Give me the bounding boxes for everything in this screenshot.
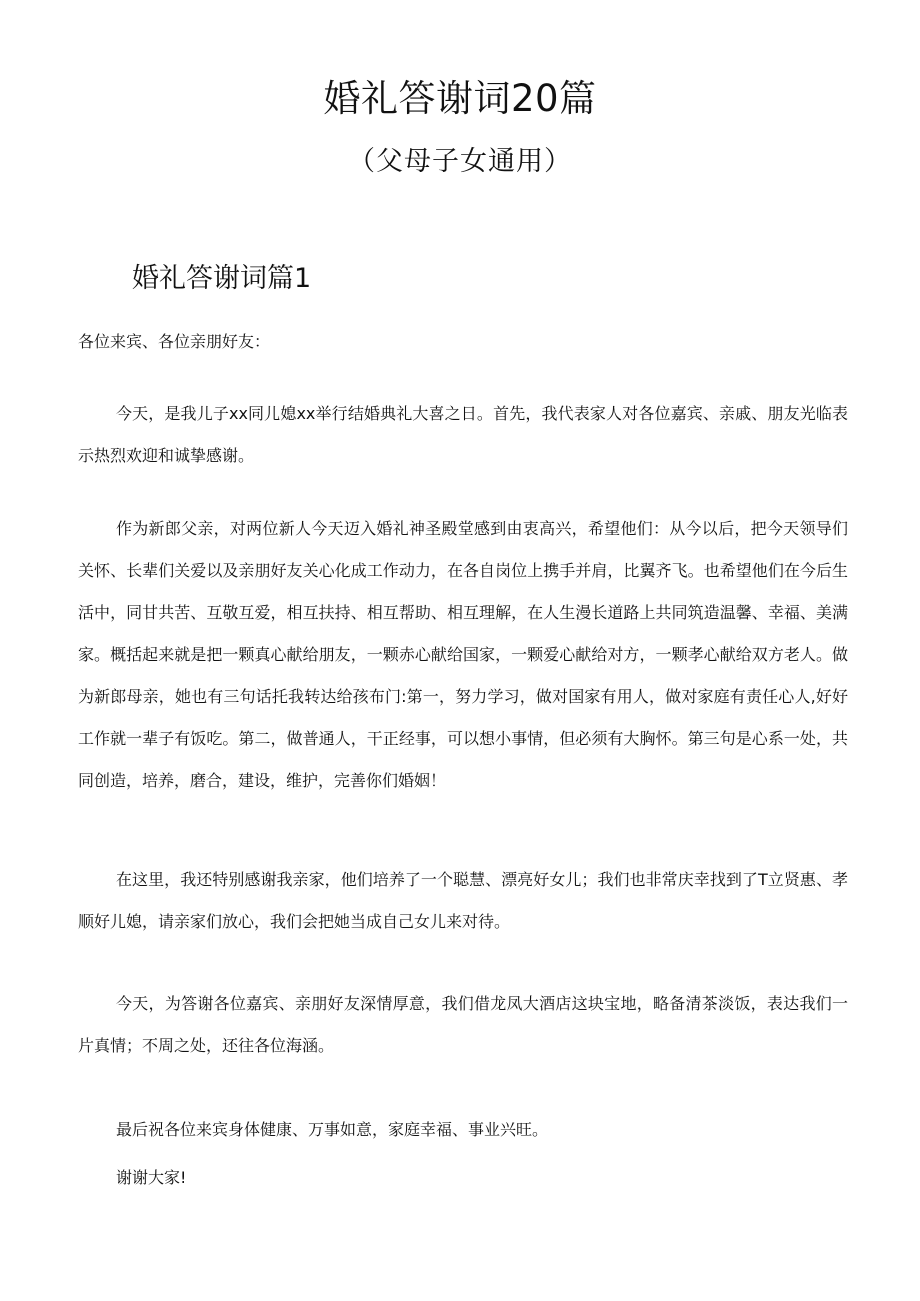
paragraph-2: 作为新郎父亲，对两位新人今天迈入婚礼神圣殿堂感到由衷高兴，希望他们：从今以后，把今天领导们关怀、长辈们关爱以及亲朋好友关心化成工作动力，在各自岗位上携手并肩，比翼齐飞。也希望他们在今后生活中，同甘共苦、互敬互爱，相互扶持、相互帮助、相互理解，在人生漫长道路上共同筑造温馨、幸福、美满家。概括起来就是把一颗真心献给朋友，一颗赤心献给国家，一颗爱心献给对方，一颗孝心献给双方老人。做为新郎母亲，她也有三句话托我转达给孩布门:第一，努力学习，做对国家有用人，做对家庭有责任心人,好好工作就一辈子有饭吃。第二，做普通人，干正经事，可以想小事情，但必须有大胸怀。第三句是心系一处，共同创造，培养，磨合，建设，维护，完善你们婚姻！ [78, 519, 848, 790]
section-heading: 婚礼答谢词篇1 [132, 263, 312, 294]
paragraph-1: 今天，是我儿子xx同儿媳xx举行结婚典礼大喜之日。首先，我代表家人对各位嘉宾、亲戚、朋友光临表示热烈欢迎和诚挚感谢。 [78, 404, 848, 465]
salutation: 各位来宾、各位亲朋好友： [78, 332, 271, 351]
document-title: 婚礼答谢词20篇 [323, 77, 597, 120]
closing-thanks: 谢谢大家! [116, 1168, 187, 1187]
paragraph-3: 在这里，我还特别感谢我亲家，他们培养了一个聪慧、漂亮好女儿；我们也非常庆幸找到了T立贤惠、孝顺好儿媳，请亲家们放心，我们会把她当成自己女儿来对待。 [78, 870, 848, 931]
closing-wish: 最后祝各位来宾身体健康、万事如意，家庭幸福、事业兴旺。 [116, 1120, 549, 1139]
document-subtitle: （父母子女通用） [348, 146, 572, 177]
paragraph-4: 今天，为答谢各位嘉宾、亲朋好友深情厚意，我们借龙凤大酒店这块宝地，略备清茶淡饭，表达我们一片真情；不周之处，还往各位海涵。 [78, 994, 848, 1055]
